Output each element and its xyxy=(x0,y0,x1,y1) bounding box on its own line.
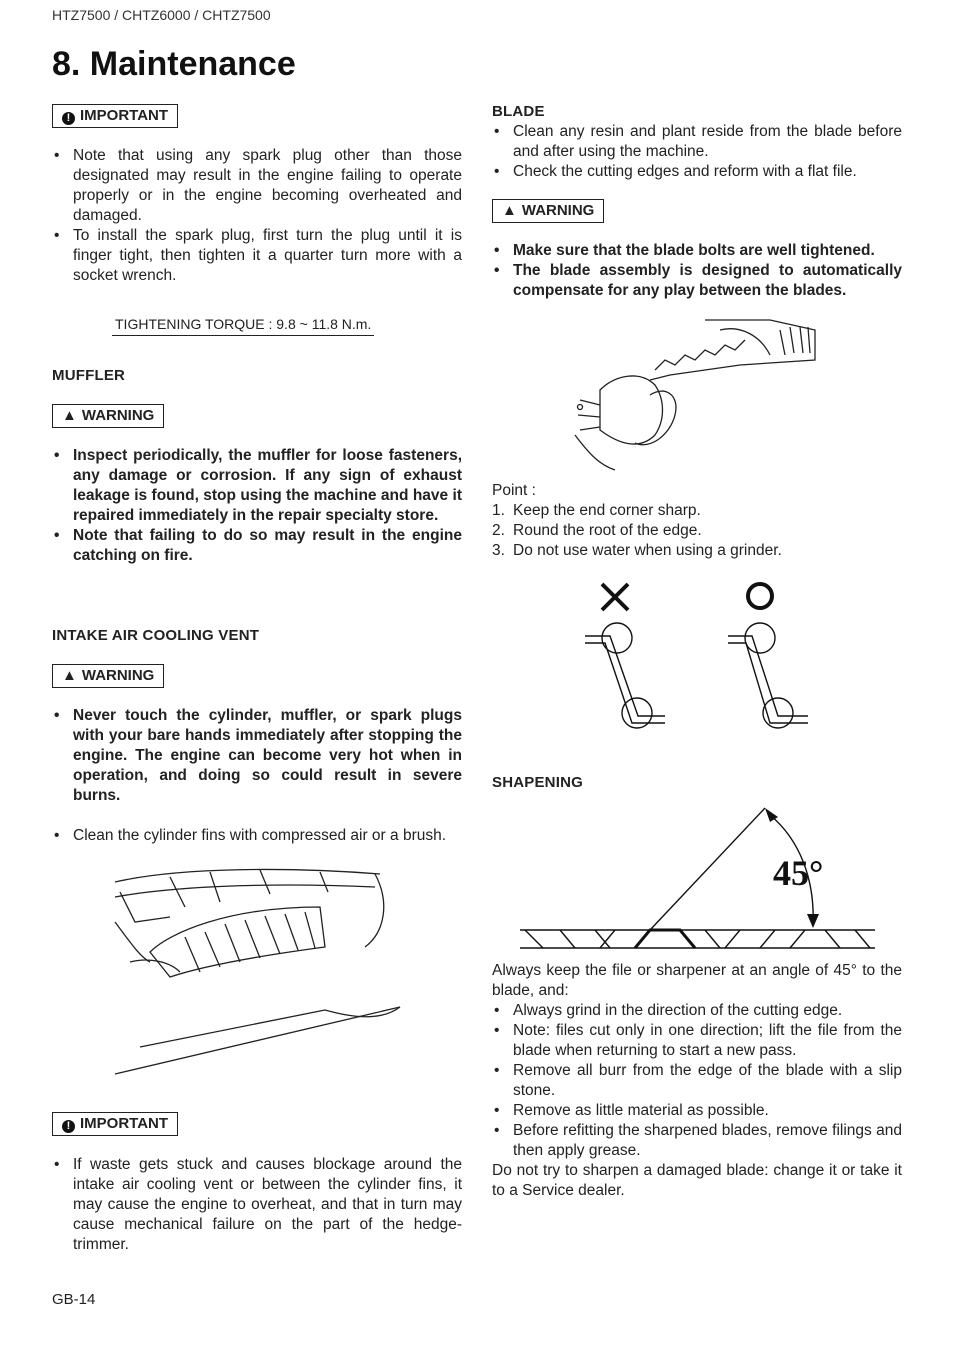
list-item: • Note that using any spark plug other than those designated may result in the engine failing to operate properly or in the engine becoming overheated and damaged. xyxy=(52,146,462,226)
important-box-1 xyxy=(52,104,462,128)
warning-triangle-icon: ▲ xyxy=(502,202,517,219)
list-item: • Note: files cut only in one direction; lift the file from the blade when returning to start a new pass. xyxy=(492,1021,902,1061)
page-title: 8. Maintenance xyxy=(52,45,296,83)
warning-triangle-icon: ▲ xyxy=(62,667,77,684)
intake-tip xyxy=(52,826,462,846)
list-item: • Remove as little material as possible. xyxy=(492,1101,902,1121)
list-item: • Never touch the cylinder, muffler, or spark plugs with your bare hands immediately after stopping the engine. The engine can become very hot when in operation, and doing so could result in severe burns. xyxy=(52,706,462,806)
intake-warning-list xyxy=(52,706,462,806)
points-block xyxy=(492,481,902,561)
muffler-warning-list xyxy=(52,446,462,566)
list-item: • Before refitting the sharpened blades, remove filings and then apply grease. xyxy=(492,1121,902,1161)
list-item: • Always grind in the direction of the cutting edge. xyxy=(492,1001,902,1021)
angle-label: 45° xyxy=(773,853,824,893)
list-item: • Note that failing to do so may result in the engine catching on fire. xyxy=(52,526,462,566)
torque-note xyxy=(52,314,462,336)
blade-list xyxy=(492,122,902,182)
important-label: IMPORTANT xyxy=(80,107,169,124)
point-label: Point : xyxy=(492,482,536,499)
exclamation-icon: ! xyxy=(62,1120,75,1133)
important-list-1 xyxy=(52,146,462,286)
gloved-hands-blade-illustration xyxy=(570,315,830,475)
list-item: • Clean any resin and plant reside from the blade before and after using the machine. xyxy=(492,122,902,162)
muffler-heading: MUFFLER xyxy=(52,367,126,384)
torque-value: TIGHTENING TORQUE : 9.8 ~ 11.8 N.m. xyxy=(112,314,374,336)
list-item: 2. Round the root of the edge. xyxy=(492,522,702,539)
list-item: 1. Keep the end corner sharp. xyxy=(492,502,701,519)
edge-shape-diagram xyxy=(580,578,820,733)
warning-box-muffler xyxy=(52,404,462,428)
warning-label: WARNING xyxy=(81,667,155,684)
list-item: • The blade assembly is designed to automatically compensate for any play between the blades. xyxy=(492,261,902,301)
document-header: HTZ7500 / CHTZ6000 / CHTZ7500 xyxy=(52,7,271,23)
list-item: • Inspect periodically, the muffler for loose fasteners, any damage or corrosion. If any sign of exhaust leakage is found, stop using the machine and have it repaired immediately in the repair specialty store. xyxy=(52,446,462,526)
correct-circle-icon xyxy=(748,584,772,608)
sharpening-outro: Do not try to sharpen a damaged blade: change it or take it to a Service dealer. xyxy=(492,1162,902,1199)
warning-label: WARNING xyxy=(521,202,595,219)
list-item: • To install the spark plug, first turn the plug until it is finger tight, then tighten it a quarter turn more with a socket wrench. xyxy=(52,226,462,286)
sharpening-heading: SHAPENING xyxy=(492,774,583,791)
warning-box-intake xyxy=(52,664,462,688)
cylinder-fins-illustration xyxy=(110,862,410,1082)
list-item: 3. Do not use water when using a grinder. xyxy=(492,542,782,559)
list-item: • Remove all burr from the edge of the blade with a slip stone. xyxy=(492,1061,902,1101)
sharpening-text xyxy=(492,961,902,1201)
list-item: • Check the cutting edges and reform with a flat file. xyxy=(492,162,902,182)
blade-heading: BLADE xyxy=(492,103,545,120)
warning-box-blade xyxy=(492,199,902,223)
page-number: GB-14 xyxy=(52,1291,96,1308)
exclamation-icon: ! xyxy=(62,112,75,125)
important-box-2 xyxy=(52,1112,462,1136)
wrong-cross-icon xyxy=(602,584,628,610)
intake-heading: INTAKE AIR COOLING VENT xyxy=(52,627,260,644)
important-list-2 xyxy=(52,1155,462,1255)
warning-triangle-icon: ▲ xyxy=(62,407,77,424)
sharpening-angle-diagram xyxy=(515,800,880,955)
list-item: • Clean the cylinder fins with compressed air or a brush. xyxy=(52,826,462,846)
list-item: • Make sure that the blade bolts are well tightened. xyxy=(492,241,902,261)
warning-label: WARNING xyxy=(81,407,155,424)
blade-warning-list xyxy=(492,241,902,301)
important-label: IMPORTANT xyxy=(80,1115,169,1132)
list-item: • If waste gets stuck and causes blockage around the intake air cooling vent or between the cylinder fins, it may cause the engine to overheat, and that in turn may cause mechanical failure on the part of the hedge-trimmer. xyxy=(52,1155,462,1255)
sharpening-intro: Always keep the file or sharpener at an angle of 45° to the blade, and: xyxy=(492,962,902,999)
